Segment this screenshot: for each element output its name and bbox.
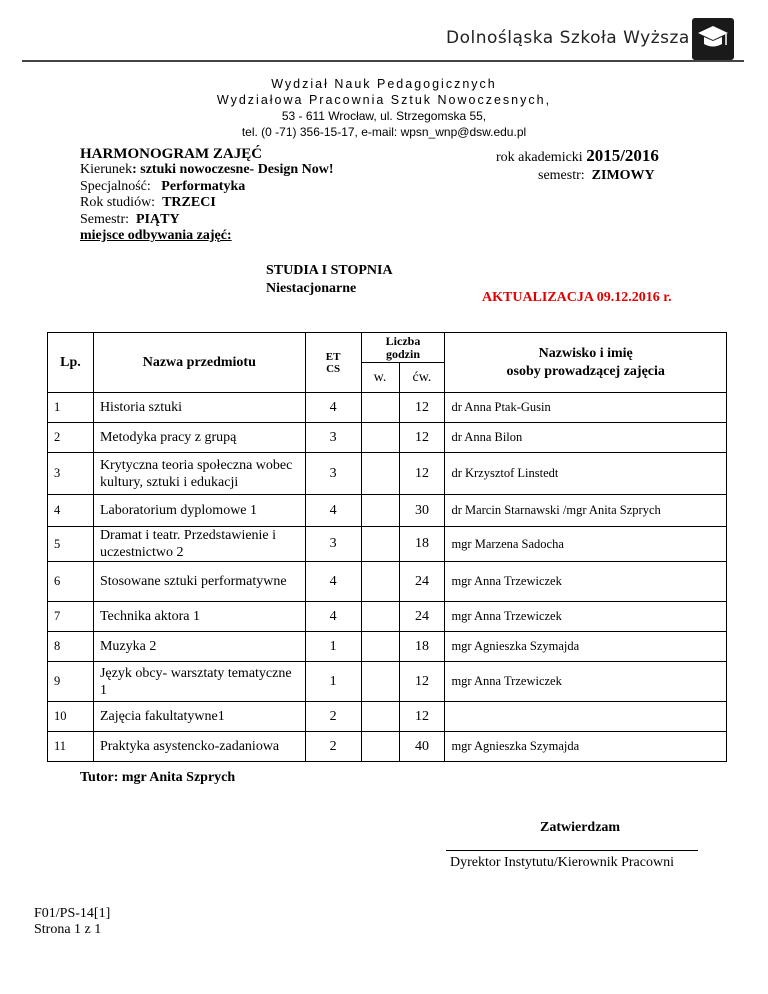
row-teacher: mgr Marzena Sadocha xyxy=(445,527,727,562)
row-hours-w xyxy=(361,662,399,702)
row-teacher: dr Anna Bilon xyxy=(445,423,727,453)
row-teacher: dr Krzysztof Linstedt xyxy=(445,453,727,495)
row-lp: 10 xyxy=(48,702,94,732)
header-liczba-line1: Liczba xyxy=(385,333,421,348)
row-lp: 11 xyxy=(48,732,94,762)
row-hours-cw: 24 xyxy=(399,602,445,632)
study-mode: Niestacjonarne xyxy=(266,281,357,296)
table-header-row xyxy=(48,333,727,363)
row-ects: 4 xyxy=(305,562,361,602)
page-number: Strona 1 z 1 xyxy=(34,922,102,937)
row-lp: 8 xyxy=(48,632,94,662)
rok-value: TRZECI xyxy=(162,195,216,211)
specjalnosc-value: Performatyka xyxy=(161,178,246,194)
document-title: HARMONOGRAM ZAJĘĆ xyxy=(80,146,263,162)
row-hours-cw: 12 xyxy=(399,453,445,495)
row-subject: Dramat i teatr. Przedstawienie i uczestnictwo 2 xyxy=(93,527,305,562)
table-row xyxy=(48,702,727,732)
row-hours-cw: 18 xyxy=(399,527,445,562)
table-row xyxy=(48,423,727,453)
form-code: F01/PS-14[1] xyxy=(34,906,111,921)
header-osoba xyxy=(445,333,727,393)
row-ects: 3 xyxy=(305,423,361,453)
row-teacher: mgr Anna Trzewiczek xyxy=(445,602,727,632)
table-row xyxy=(48,602,727,632)
school-logo xyxy=(692,18,734,60)
row-teacher: dr Anna Ptak-Gusin xyxy=(445,393,727,423)
table-row xyxy=(48,732,727,762)
header-liczba-line2: godzin xyxy=(385,346,420,361)
header-ects-line2: CS xyxy=(326,362,341,375)
row-ects: 1 xyxy=(305,662,361,702)
miejsce-label: miejsce odbywania zajęć: xyxy=(80,228,232,244)
row-subject: Laboratorium dyplomowe 1 xyxy=(93,495,305,527)
update-notice: AKTUALIZACJA 09.12.2016 r. xyxy=(482,290,672,305)
school-name: Dolnośląska Szkoła Wyższa xyxy=(446,28,690,48)
study-level xyxy=(266,262,393,298)
header-divider xyxy=(22,60,744,62)
tutor: Tutor: mgr Anita Szprych xyxy=(80,770,236,785)
schedule-info xyxy=(80,146,334,244)
header-ects xyxy=(305,333,361,393)
row-hours-w xyxy=(361,393,399,423)
row-hours-w xyxy=(361,602,399,632)
row-teacher: mgr Anna Trzewiczek xyxy=(445,562,727,602)
header-lp: Lp. xyxy=(48,333,94,393)
row-ects: 1 xyxy=(305,632,361,662)
row-ects: 3 xyxy=(305,527,361,562)
row-hours-cw: 24 xyxy=(399,562,445,602)
row-hours-w xyxy=(361,562,399,602)
header-osoba-line1: Nazwisko i imię xyxy=(538,345,633,361)
row-lp: 9 xyxy=(48,662,94,702)
table-row xyxy=(48,453,727,495)
row-teacher: dr Marcin Starnawski /mgr Anita Szprych xyxy=(445,495,727,527)
row-hours-cw: 30 xyxy=(399,495,445,527)
specjalnosc-label: Specjalność: xyxy=(80,178,151,194)
row-hours-cw: 12 xyxy=(399,393,445,423)
row-ects: 4 xyxy=(305,602,361,632)
header-cw: ćw. xyxy=(399,363,445,393)
header-osoba-line2: osoby prowadzącej zajęcia xyxy=(506,363,665,379)
row-lp: 1 xyxy=(48,393,94,423)
row-hours-w xyxy=(361,453,399,495)
row-subject: Stosowane sztuki performatywne xyxy=(93,562,305,602)
row-ects: 2 xyxy=(305,702,361,732)
row-lp: 5 xyxy=(48,527,94,562)
row-teacher: mgr Agnieszka Szymajda xyxy=(445,732,727,762)
kierunek-value: : sztuki nowoczesne- Design Now! xyxy=(132,162,334,178)
table-row xyxy=(48,527,727,562)
row-subject: Krytyczna teoria społeczna wobec kultury, sztuki i edukacji xyxy=(93,453,305,495)
row-hours-cw: 12 xyxy=(399,662,445,702)
row-lp: 6 xyxy=(48,562,94,602)
page-footer xyxy=(34,906,110,938)
row-ects: 2 xyxy=(305,732,361,762)
academic-year xyxy=(496,146,659,166)
row-teacher: mgr Agnieszka Szymajda xyxy=(445,632,727,662)
row-teacher: mgr Anna Trzewiczek xyxy=(445,662,727,702)
table-row xyxy=(48,495,727,527)
row-subject: Technika aktora 1 xyxy=(93,602,305,632)
row-subject: Praktyka asystencko-zadaniowa xyxy=(93,732,305,762)
table-row xyxy=(48,393,727,423)
row-hours-cw: 12 xyxy=(399,423,445,453)
table-body xyxy=(48,393,727,762)
row-ects: 4 xyxy=(305,495,361,527)
semester-value: ZIMOWY xyxy=(591,168,655,183)
semester xyxy=(538,168,655,184)
academic-year-label: rok akademicki xyxy=(496,150,583,165)
contact-info: tel. (0 -71) 356-15-17, e-mail: wpsn_wnp@dsw.edu.pl xyxy=(241,125,527,139)
header-ects-line1: ET xyxy=(325,350,341,363)
row-subject: Zajęcia fakultatywne1 xyxy=(93,702,305,732)
semestr-label: Semestr: xyxy=(80,211,129,227)
semestr-value: PIĄTY xyxy=(136,211,180,227)
row-hours-w xyxy=(361,527,399,562)
row-hours-w xyxy=(361,495,399,527)
row-hours-w xyxy=(361,732,399,762)
row-subject: Język obcy- warsztaty tematyczne 1 xyxy=(93,662,305,702)
row-subject: Metodyka pracy z grupą xyxy=(93,423,305,453)
header-w: w. xyxy=(361,363,399,393)
row-hours-cw: 12 xyxy=(399,702,445,732)
schedule-table xyxy=(47,332,727,762)
row-hours-w xyxy=(361,423,399,453)
semester-label: semestr: xyxy=(538,168,585,183)
faculty-name: Wydział Nauk Pedagogicznych xyxy=(271,77,497,91)
row-ects: 3 xyxy=(305,453,361,495)
row-subject: Muzyka 2 xyxy=(93,632,305,662)
row-subject: Historia sztuki xyxy=(93,393,305,423)
workshop-name: Wydziałowa Pracownia Sztuk Nowoczesnych, xyxy=(216,93,552,107)
header-liczba xyxy=(361,333,445,363)
row-lp: 3 xyxy=(48,453,94,495)
study-degree: STUDIA I STOPNIA xyxy=(266,263,393,278)
address: 53 - 611 Wrocław, ul. Strzegomska 55, xyxy=(281,109,487,123)
approve-label: Zatwierdzam xyxy=(540,820,621,835)
row-lp: 7 xyxy=(48,602,94,632)
row-lp: 2 xyxy=(48,423,94,453)
academic-year-value: 2015/2016 xyxy=(586,146,659,165)
row-teacher xyxy=(445,702,727,732)
row-hours-cw: 18 xyxy=(399,632,445,662)
rok-label: Rok studiów: xyxy=(80,195,156,211)
table-row xyxy=(48,662,727,702)
row-ects: 4 xyxy=(305,393,361,423)
table-row xyxy=(48,562,727,602)
signature-line xyxy=(446,850,698,851)
row-hours-w xyxy=(361,632,399,662)
institution-header xyxy=(0,76,768,140)
header-nazwa: Nazwa przedmiotu xyxy=(93,333,305,393)
table-row xyxy=(48,632,727,662)
row-hours-w xyxy=(361,702,399,732)
row-hours-cw: 40 xyxy=(399,732,445,762)
signature-role: Dyrektor Instytutu/Kierownik Pracowni xyxy=(450,855,674,870)
kierunek-label: Kierunek xyxy=(80,162,133,178)
row-lp: 4 xyxy=(48,495,94,527)
